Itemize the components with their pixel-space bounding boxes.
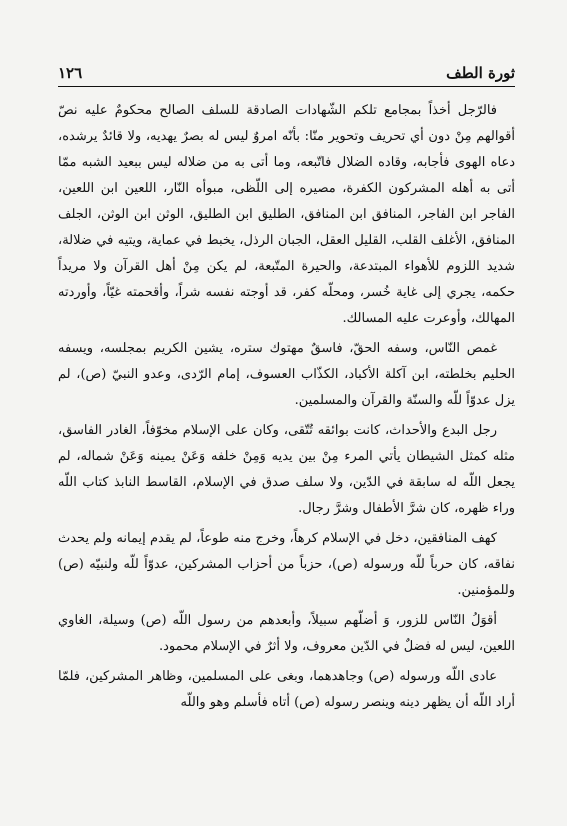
page-header [58,60,515,82]
paragraph: رجل البدع والأحداث، كانت بوائقه تُتّقى، وكان على الإسلام مخوّفاً، الغادر الفاسق، مثله كمثل الشيطان يأتي المرء مِنْ بين يديه وَمِنْ خلفه وَعَنْ يمينه وَعَنْ شماله، لم يجعل اللّه له سابقة في الدّين، ولا سلف صدق في الإسلام، القاسط النابذ كتاب اللّه وراء ظهره، كان شرَّ الأطفال وشرَّ رجال. [58,423,515,516]
paragraph: فالرّجل أخذاً بمجامع تلكم الشّهادات الصادقة للسلف الصالح محكومٌ عليه نصّ أقوالهم مِنْ دون أي تحريف وتحوير منّا: بأنّه امروٌ ليس له بصرٌ يهديه، ولا قائدٌ يرشده، دعاه الهوى فأجابه، وقاده الضلال فاتّبعه، وما أتى به من ضلاله ليس ببعيد الشبه ممّا أتى به أهله المشركون الكفرة، مصيره إلى اللّظى، مبوأه النّار، اللعين ابن اللعين، الفاجر ابن الفاجر، المنافق ابن المنافق، الطليق ابن الطليق، الوثن ابن الوثن، الجلف المنافق، الأغلف القلب، القليل العقل، الجبان الرذل، يخبط في عماية، ويتيه في ضلالة، شديد اللزوم للأهواء المبتدعة، والحيرة المتّبعة، لم يكن مِنْ أهل القرآن ولا مريداً حكمه، يجري إلى غاية خُسر، ومحلّه كفر، قد أوجته نفسه شراً، وأقحمته غيّاً، وأوردته المهالك، وأوعرت عليه المسالك. [58,103,515,326]
running-title: ثورة الطف [446,64,515,82]
header-rule [58,86,515,87]
paragraph: عادى اللّه ورسوله (ص) وجاهدهما، وبغى على المسلمين، وظاهر المشركين، فلمّا أراد اللّه أن يظهر دينه وينصر رسوله (ص) أتاه فأسلم وهو واللّه [58,669,515,710]
page-body [58,98,515,720]
paragraph: أقوَلُ النّاس للزور، وَ أضلّهم سبيلاً، وأبعدهم من رسول اللّه (ص) وسيلة، الغاوي اللعين، ليس له فضلٌ في الدّين معروف، ولا أثرٌ في الإسلام محمود. [58,613,515,654]
paragraph: غمص النّاس، وسفه الحقّ، فاسقٌ مهتوك ستره، يشين الكريم بمجلسه، ويسفه الحليم بخلطته، ابن آكلة الأكباد، الكذّاب العسوف، إمام الرّدى، وعدو النبيّ (ص)، لم يزل عدوّاً للّه والسنّة والقرآن والمسلمين. [58,341,515,408]
paragraph: كهف المنافقين، دخل في الإسلام كرهاً، وخرج منه طوعاً، لم يقدم إيمانه ولم يحدث نفاقه، كان حرباً للّه ورسوله (ص)، حزباً من أحزاب المشركين، عدوّاً للّه ولنبيّه (ص) وللمؤمنين. [58,531,515,598]
page-number: ١٢٦ [58,64,83,82]
